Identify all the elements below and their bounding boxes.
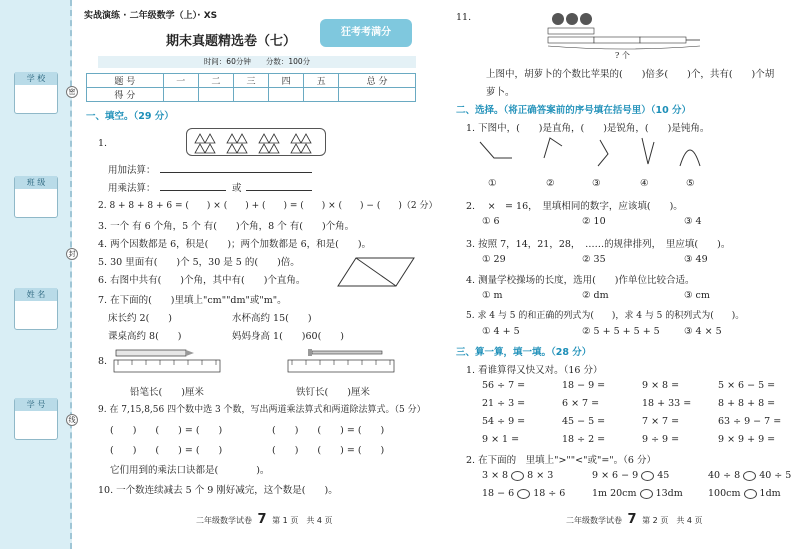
right-footer bbox=[566, 512, 703, 527]
question-9: 9. 在 7,15,8,56 四个数中选 3 个数，写出两道乘法算式和两道除法算式。（5 分） bbox=[98, 405, 426, 415]
q11-statement: 上图中，胡萝卜的个数比苹果的( )倍多( )个，共有( )个胡 bbox=[486, 69, 775, 80]
footer-number: 7 bbox=[257, 512, 267, 527]
choice-option[interactable]: ① 29 bbox=[482, 254, 506, 265]
student-id-field[interactable] bbox=[14, 398, 58, 440]
choice-option[interactable]: ③ bbox=[592, 178, 601, 189]
calc-item[interactable]: 9 × 8 = bbox=[642, 380, 680, 391]
q9-equation-blank[interactable]: ( ) ( ) = ( ) bbox=[272, 445, 385, 456]
q9-equation-blank[interactable]: ( ) ( ) = ( ) bbox=[272, 425, 385, 436]
table-cell: 一 bbox=[163, 74, 198, 88]
choice-option[interactable]: ③ 49 bbox=[684, 254, 708, 265]
calc-item[interactable]: 56 ÷ 7 = bbox=[482, 380, 526, 391]
compare-right: 45 bbox=[657, 470, 670, 481]
calc-item[interactable]: 18 − 9 = bbox=[562, 380, 606, 391]
table-cell: 三 bbox=[233, 74, 268, 88]
compare-circle[interactable] bbox=[641, 471, 654, 481]
choice-question-5: 5. 求 4 与 5 的和正确的列式为( )，求 4 与 5 的积列式为( )。 bbox=[466, 311, 745, 321]
calc-question-1: 1. 看谁算得又快又对。（16 分） bbox=[466, 365, 603, 376]
compare-right: 13dm bbox=[655, 488, 683, 499]
score-input[interactable] bbox=[269, 88, 304, 102]
compare-left: 1m 20cm bbox=[592, 488, 637, 499]
score-input[interactable] bbox=[198, 88, 233, 102]
calc-item[interactable]: 21 ÷ 3 = bbox=[482, 398, 526, 409]
score-input[interactable] bbox=[339, 88, 416, 102]
compare-left: 3 × 8 bbox=[482, 470, 509, 481]
choice-option[interactable]: ④ bbox=[640, 178, 649, 189]
pencil-ruler-figure bbox=[112, 348, 224, 376]
student-id-label: 学 号 bbox=[15, 398, 57, 411]
compare-left: 9 × 6 − 9 bbox=[592, 470, 639, 481]
answer-line[interactable] bbox=[160, 190, 226, 191]
score-input[interactable] bbox=[304, 88, 339, 102]
calc-item[interactable]: 54 ÷ 9 = bbox=[482, 416, 526, 427]
q7-mom-height: 妈妈身高 1( )60( ) bbox=[232, 331, 344, 342]
class-label: 班 级 bbox=[15, 176, 57, 189]
calc-item[interactable]: 45 − 5 = bbox=[562, 416, 606, 427]
choice-option[interactable]: ① 4 + 5 bbox=[482, 326, 520, 337]
calc-item[interactable]: 6 × 7 = bbox=[562, 398, 600, 409]
table-row bbox=[87, 74, 416, 88]
question-6: 6. 右图中共有( )个角，其中有( )个直角。 bbox=[98, 275, 306, 286]
question-1: 1. bbox=[98, 138, 108, 149]
choice-option[interactable]: ⑤ bbox=[686, 178, 695, 189]
compare-right: 40 ÷ 5 bbox=[759, 470, 792, 481]
q8-pencil-length: 铅笔长( )厘米 bbox=[130, 387, 204, 398]
page-title: 期末真题精选卷（七） bbox=[166, 34, 297, 49]
q9-equation-blank[interactable]: ( ) ( ) = ( ) bbox=[110, 425, 223, 436]
choice-option[interactable]: ① 6 bbox=[482, 216, 500, 227]
choice-question-1: 1. 下图中，( )是直角，( )是锐角，( )是钝角。 bbox=[466, 123, 710, 134]
table-cell: 四 bbox=[269, 74, 304, 88]
choice-option[interactable]: ① bbox=[488, 178, 497, 189]
q7-bed-length: 床长约 2( ) bbox=[108, 313, 172, 324]
choice-question-2: 2. × = 16， 里填相同的数字，应该填( )。 bbox=[466, 201, 683, 212]
school-label: 学 校 bbox=[15, 72, 57, 85]
exam-badge: 狂考考满分 bbox=[320, 19, 412, 47]
compare-left: 40 ÷ 8 bbox=[708, 470, 741, 481]
choice-option[interactable]: ③ 4 × 5 bbox=[684, 326, 722, 337]
calc-item[interactable]: 18 ÷ 2 = bbox=[562, 434, 606, 445]
choice-option[interactable]: ② dm bbox=[582, 290, 609, 301]
compare-left: 100cm bbox=[708, 488, 741, 499]
question-10: 10. 一个数连续减去 5 个 9 刚好减完，这个数是( )。 bbox=[98, 485, 338, 496]
q9-rhyme-prompt: 它们用到的乘法口诀都是( )。 bbox=[110, 465, 270, 476]
nail-ruler-figure bbox=[286, 348, 398, 376]
compare-circle[interactable] bbox=[640, 489, 653, 499]
compare-right: 1dm bbox=[759, 488, 781, 499]
table-cell: 总 分 bbox=[339, 74, 416, 88]
footer-page: 第 2 页 共 4 页 bbox=[642, 516, 703, 525]
table-cell: 题 号 bbox=[87, 74, 164, 88]
calc-item[interactable]: 63 ÷ 9 − 7 = bbox=[718, 416, 782, 427]
choice-option[interactable]: ② 35 bbox=[582, 254, 606, 265]
compare-item[interactable] bbox=[592, 488, 683, 499]
compare-item[interactable] bbox=[482, 488, 565, 499]
seal-mark: 线 bbox=[66, 414, 78, 426]
apple-carrot-figure bbox=[546, 10, 706, 50]
question-5: 5. 30 里面有( )个 5，30 是 5 的( )倍。 bbox=[98, 257, 300, 268]
footer-page: 第 1 页 共 4 页 bbox=[272, 516, 333, 525]
name-label: 姓 名 bbox=[15, 288, 57, 301]
q11-count-label: ? 个 bbox=[615, 51, 630, 60]
calc-item[interactable]: 9 × 9 + 9 = bbox=[718, 434, 776, 445]
question-8: 8. bbox=[98, 356, 108, 367]
table-row bbox=[87, 88, 416, 102]
footer-title: 二年级数学试卷 bbox=[196, 516, 252, 525]
seal-mark: 密 bbox=[66, 86, 78, 98]
school-field[interactable] bbox=[14, 72, 58, 114]
section-2-heading: 二、选择。（将正确答案前的序号填在括号里）（10 分） bbox=[456, 105, 692, 116]
compare-right: 8 × 3 bbox=[527, 470, 554, 481]
footer-title: 二年级数学试卷 bbox=[566, 516, 622, 525]
section-1-heading: 一、填空。（29 分） bbox=[86, 111, 174, 122]
table-cell: 五 bbox=[304, 74, 339, 88]
compare-circle[interactable] bbox=[517, 489, 530, 499]
question-7: 7. 在下面的( )里填上"cm""dm"或"m"。 bbox=[98, 295, 287, 306]
calc-item[interactable]: 8 + 8 + 8 = bbox=[718, 398, 776, 409]
calc-item[interactable]: 7 × 7 = bbox=[642, 416, 680, 427]
answer-line[interactable] bbox=[246, 190, 312, 191]
choice-option[interactable]: ② bbox=[546, 178, 555, 189]
compare-right: 18 ÷ 6 bbox=[533, 488, 566, 499]
calc-item[interactable]: 9 × 1 = bbox=[482, 434, 520, 445]
left-footer bbox=[196, 512, 333, 527]
angles-figure bbox=[472, 134, 712, 174]
calc-item[interactable]: 5 × 6 − 5 = bbox=[718, 380, 776, 391]
q1-multiplication-prompt: 用乘法算： bbox=[108, 183, 156, 194]
q9-equation-blank[interactable]: ( ) ( ) = ( ) bbox=[110, 445, 223, 456]
compare-circle[interactable] bbox=[744, 489, 757, 499]
answer-line[interactable] bbox=[160, 172, 312, 173]
q7-cup-height: 水杯高约 15( ) bbox=[232, 313, 312, 324]
choice-option[interactable]: ① m bbox=[482, 290, 503, 301]
compare-circle[interactable] bbox=[743, 471, 756, 481]
triangle-groups-figure bbox=[186, 128, 326, 156]
compare-circle[interactable] bbox=[511, 471, 524, 481]
compare-item[interactable] bbox=[592, 470, 669, 481]
series-label: 实战演练 · 二年级数学（上）· XS bbox=[84, 11, 218, 21]
q8-nail-length: 铁钉长( )厘米 bbox=[296, 387, 370, 398]
q1-addition-prompt: 用加法算： bbox=[108, 165, 156, 176]
q7-desk-height: 课桌高约 8( ) bbox=[108, 331, 182, 342]
choice-question-3: 3. 按照 7，14，21，28， ……的规律排列， 里应填( )。 bbox=[466, 239, 731, 250]
question-2: 2. 8 + 8 + 8 + 6 = ( ) × ( ) + ( ) = ( ) × ( ) − ( )（2 分） bbox=[98, 201, 438, 211]
q11-statement-end: 萝卜。 bbox=[486, 87, 515, 98]
calc-item[interactable]: 18 + 33 = bbox=[642, 398, 692, 409]
question-11: 11. bbox=[456, 12, 472, 23]
parallelogram-figure bbox=[336, 256, 416, 288]
compare-item[interactable] bbox=[708, 470, 791, 481]
exam-meta: 时间：60分钟 分数：100分 bbox=[98, 56, 416, 68]
section-3-heading: 三、算一算，填一填。（28 分） bbox=[456, 347, 592, 358]
seal-mark: 封 bbox=[66, 248, 78, 260]
class-field[interactable] bbox=[14, 176, 58, 218]
choice-option[interactable]: ② 10 bbox=[582, 216, 606, 227]
calc-question-2: 2. 在下面的 里填上">""<"或"="。（6 分） bbox=[466, 455, 656, 466]
name-field[interactable] bbox=[14, 288, 58, 330]
choice-question-4: 4. 测量学校操场的长度，选用( )作单位比较合适。 bbox=[466, 275, 695, 286]
triangle-groups-figure bbox=[187, 129, 327, 157]
compare-left: 18 − 6 bbox=[482, 488, 515, 499]
compare-item[interactable] bbox=[482, 470, 553, 481]
question-3: 3. 一个 有 6 个角，5 个 有( )个角，8 个 有( )个角。 bbox=[98, 221, 355, 232]
footer-number: 7 bbox=[627, 512, 637, 527]
calc-item[interactable]: 9 ÷ 9 = bbox=[642, 434, 680, 445]
score-input[interactable] bbox=[233, 88, 268, 102]
choice-option[interactable]: ② 5 + 5 + 5 + 5 bbox=[582, 326, 660, 337]
question-4: 4. 两个因数都是 6，积是( )；两个加数都是 6，和是( )。 bbox=[98, 239, 372, 250]
choice-option[interactable]: ③ cm bbox=[684, 290, 710, 301]
q1-or-label: 或 bbox=[232, 183, 242, 194]
table-cell: 二 bbox=[198, 74, 233, 88]
compare-item[interactable] bbox=[708, 488, 781, 499]
table-cell: 得 分 bbox=[87, 88, 164, 102]
score-table bbox=[86, 73, 416, 102]
choice-option[interactable]: ③ 4 bbox=[684, 216, 702, 227]
score-input[interactable] bbox=[163, 88, 198, 102]
